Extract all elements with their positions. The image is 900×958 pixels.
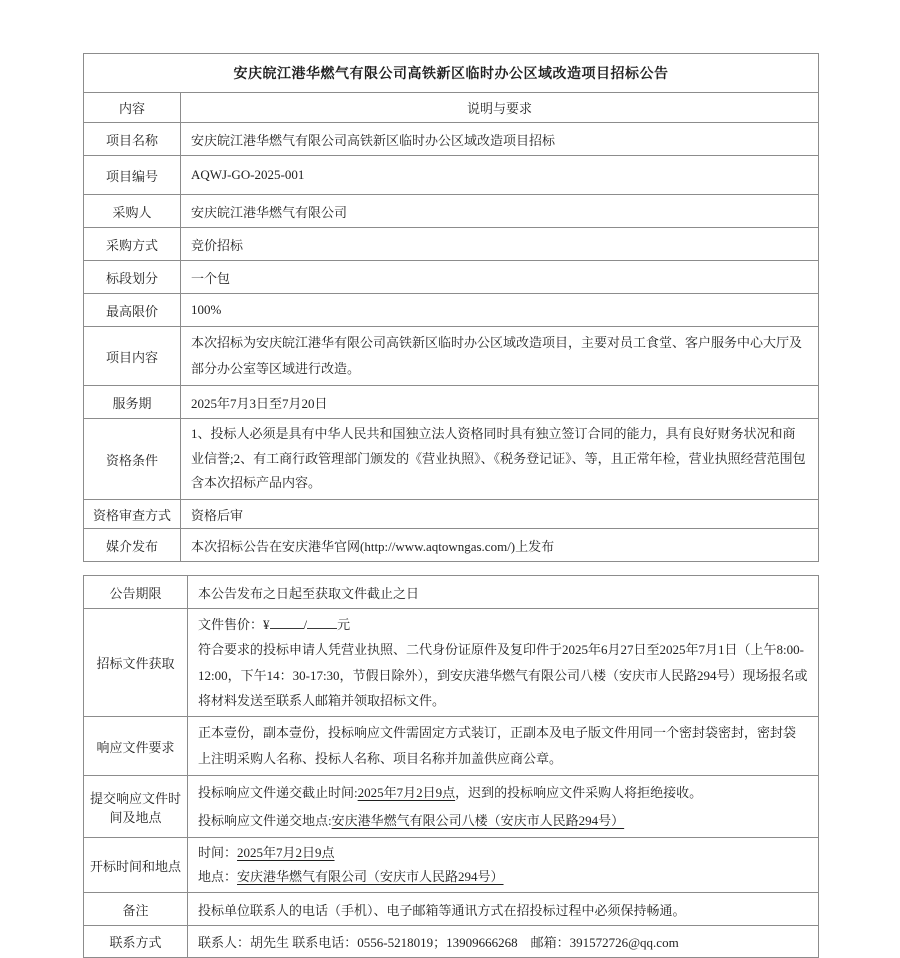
bid-opening-place-value: 安庆港华燃气有限公司（安庆市人民路294号） <box>237 869 504 885</box>
procurement-method-label: 采购方式 <box>84 228 181 261</box>
price-cap-value: 100% <box>181 294 819 327</box>
purchaser-label: 采购人 <box>84 195 181 228</box>
procurement-method-value: 竞价招标 <box>181 228 819 261</box>
row-qualification-review <box>84 500 819 529</box>
media-publication-label: 媒介发布 <box>84 529 181 562</box>
page <box>0 53 900 951</box>
project-name-value: 安庆皖江港华燃气有限公司高铁新区临时办公区域改造项目招标 <box>181 123 819 156</box>
row-service-period <box>84 386 819 419</box>
bid-opening-time-prefix: 时间： <box>198 845 238 861</box>
project-content-label: 项目内容 <box>84 327 181 386</box>
header-value: 说明与要求 <box>181 93 819 123</box>
doc-acquisition-body: 符合要求的投标申请人凭营业执照、二代身份证原件及复印件于2025年6月27日至2025年7月1日（上午8:00-12:00，下午14：30-17:30，节假日除外），到安庆港华燃气有限公司八楼（安庆市人民路294号）现场报名或将材料发送至联系人邮箱并领取招标文件。 <box>198 642 808 709</box>
row-notice-period <box>84 576 819 609</box>
contact-value: 联系人：胡先生 联系电话：0556-5218019；13909666268 邮箱：391572726@qq.com <box>188 926 819 958</box>
row-project-name <box>84 123 819 156</box>
bid-opening-time-value: 2025年7月2日9点 <box>237 845 335 861</box>
row-media-publication <box>84 529 819 562</box>
service-period-label: 服务期 <box>84 386 181 419</box>
submission-label: 提交响应文件时间及地点 <box>84 776 188 838</box>
main-info-table <box>83 53 819 562</box>
project-no-label: 项目编号 <box>84 156 181 195</box>
price-label: 文件售价：¥ <box>198 617 270 633</box>
row-lot-division <box>84 261 819 294</box>
title-row <box>84 54 819 93</box>
procedure-table <box>83 575 819 958</box>
bid-opening-place-prefix: 地点： <box>198 869 238 885</box>
row-project-content <box>84 327 819 386</box>
lot-division-value: 一个包 <box>181 261 819 294</box>
price-slash: / <box>303 617 308 633</box>
header-label: 内容 <box>84 93 181 123</box>
row-doc-acquisition <box>84 609 819 717</box>
row-procurement-method <box>84 228 819 261</box>
row-contact <box>84 926 819 958</box>
response-requirements-label: 响应文件要求 <box>84 717 188 776</box>
submission-deadline-suffix: ，迟到的投标响应文件采购人将拒绝接收。 <box>455 785 703 801</box>
qualifications-value: 1、投标人必须是具有中华人民共和国独立法人资格同时具有独立签订合同的能力，具有良好财务状况和商业信誉;2、有工商行政管理部门颁发的《营业执照》、《税务登记证》、等，且正常年检，营业执照经营范围包含本次招标产品内容。 <box>181 419 819 500</box>
doc-acquisition-value <box>188 609 819 717</box>
bid-opening-label: 开标时间和地点 <box>84 838 188 893</box>
document-title: 安庆皖江港华燃气有限公司高铁新区临时办公区域改造项目招标公告 <box>84 54 819 93</box>
project-no-value: AQWJ-GO-2025-001 <box>181 156 819 195</box>
project-name-label: 项目名称 <box>84 123 181 156</box>
notice-period-label: 公告期限 <box>84 576 188 609</box>
bid-opening-time-line <box>198 841 808 865</box>
row-qualifications <box>84 419 819 500</box>
remarks-label: 备注 <box>84 893 188 926</box>
row-remarks <box>84 893 819 926</box>
price-unit: 元 <box>337 617 351 633</box>
bid-opening-value <box>188 838 819 893</box>
header-row <box>84 93 819 123</box>
row-submission <box>84 776 819 838</box>
remarks-value: 投标单位联系人的电话（手机）、电子邮箱等通讯方式在招投标过程中必须保持畅通。 <box>188 893 819 926</box>
row-response-requirements <box>84 717 819 776</box>
doc-acquisition-label: 招标文件获取 <box>84 609 188 717</box>
document-price-line <box>198 612 808 637</box>
submission-deadline-value: 2025年7月2日9点 <box>357 785 456 801</box>
row-bid-opening <box>84 838 819 893</box>
qualification-review-value: 资格后审 <box>181 500 819 529</box>
bid-opening-place-line <box>198 865 808 889</box>
price-blank-1 <box>270 616 304 629</box>
submission-deadline-prefix: 投标响应文件递交截止时间: <box>198 785 358 801</box>
purchaser-value: 安庆皖江港华燃气有限公司 <box>181 195 819 228</box>
qualification-review-label: 资格审查方式 <box>84 500 181 529</box>
submission-deadline-line <box>198 779 808 806</box>
submission-place-value: 安庆港华燃气有限公司八楼（安庆市人民路294号） <box>331 812 625 828</box>
project-content-value: 本次招标为安庆皖江港华有限公司高铁新区临时办公区域改造项目，主要对员工食堂、客户服务中心大厅及部分办公室等区域进行改造。 <box>181 327 819 386</box>
contact-label: 联系方式 <box>84 926 188 958</box>
submission-place-prefix: 投标响应文件递交地点: <box>198 812 332 828</box>
row-project-no <box>84 156 819 195</box>
media-publication-value: 本次招标公告在安庆港华官网(http://www.aqtowngas.com/)上发布 <box>181 529 819 562</box>
submission-place-line <box>198 807 808 834</box>
qualifications-label: 资格条件 <box>84 419 181 500</box>
price-cap-label: 最高限价 <box>84 294 181 327</box>
price-blank-2 <box>307 616 337 629</box>
lot-division-label: 标段划分 <box>84 261 181 294</box>
row-purchaser <box>84 195 819 228</box>
notice-period-value: 本公告发布之日起至获取文件截止之日 <box>188 576 819 609</box>
row-price-cap <box>84 294 819 327</box>
submission-value <box>188 776 819 838</box>
response-requirements-value: 正本壹份，副本壹份，投标响应文件需固定方式装订，正副本及电子版文件用同一个密封袋密封，密封袋上注明采购人名称、投标人名称、项目名称并加盖供应商公章。 <box>188 717 819 776</box>
service-period-value: 2025年7月3日至7月20日 <box>181 386 819 419</box>
tender-notice-document <box>83 53 819 958</box>
